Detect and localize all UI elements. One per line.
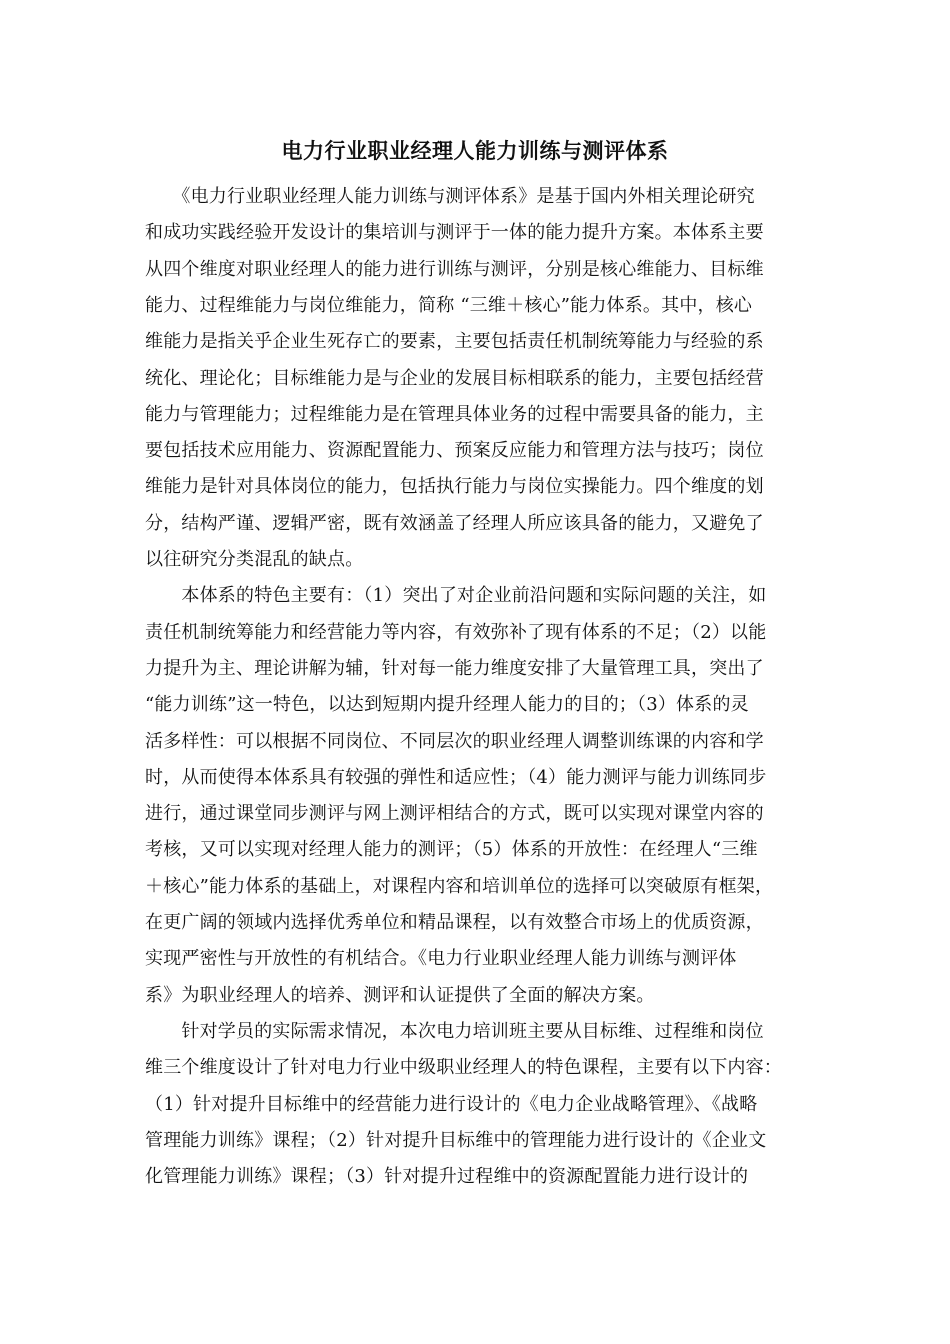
text-line: 以往研究分类混乱的缺点。 [145,549,364,570]
text-line: 针对学员的实际需求情况，本次电力培训班主要从目标维、过程维和岗位 [145,1020,764,1042]
text-line: 维能力是指关乎企业生死存亡的要素，主要包括责任机制统筹能力与经验的系 [145,331,764,353]
text-line: 在更广阔的领域内选择优秀单位和精品课程，以有效整合市场上的优质资源， [145,912,764,933]
text-line: 《电力行业职业经理人能力训练与测评体系》是基于国内外相关理论研究 [145,186,755,207]
text-line: 和成功实践经验开发设计的集培训与测评于一体的能力提升方案。本体系主要 [145,222,764,244]
text-line: 责任机制统筹能力和经营能力等内容，有效弥补了现有体系的不足；（2）以能 [145,621,767,643]
text-line: 能力与管理能力；过程维能力是在管理具体业务的过程中需要具备的能力，主 [145,403,764,425]
text-line: 进行，通过课堂同步测评与网上测评相结合的方式，既可以实现对课堂内容的 [145,803,764,825]
text-line: 时，从而使得本体系具有较强的弹性和适应性；（4）能力测评与能力训练同步 [145,766,767,788]
text-line: 管理能力训练》课程；（2）针对提升目标维中的管理能力进行设计的《企业文 [145,1129,767,1151]
text-line: 维三个维度设计了针对电力行业中级职业经理人的特色课程，主要有以下内容： [145,1057,782,1079]
text-line: 系》为职业经理人的培养、测评和认证提供了全面的解决方案。 [145,984,655,1006]
text-line: 力提升为主、理论讲解为辅，针对每一能力维度安排了大量管理工具，突出了 [145,657,764,679]
document-title: 电力行业职业经理人能力训练与测评体系 [281,139,669,163]
text-line: 分，结构严谨、逻辑严密，既有效涵盖了经理人所应该具备的能力，又避免了 [145,512,764,534]
text-line: 化管理能力训练》课程；（3）针对提升过程维中的资源配置能力进行设计的 [145,1166,749,1188]
text-line: “能力训练”这一特色，以达到短期内提升经理人能力的目的；（3）体系的灵 [145,694,749,716]
text-line: 本体系的特色主要有：（1）突出了对企业前沿问题和实际问题的关注，如 [145,585,767,607]
text-line: 活多样性：可以根据不同岗位、不同层次的职业经理人调整训练课的内容和学 [145,730,764,752]
text-line: （1）针对提升目标维中的经营能力进行设计的《电力企业战略管理》、《战略 [145,1093,758,1115]
text-line: 实现严密性与开放性的有机结合。《电力行业职业经理人能力训练与测评体 [145,948,737,970]
text-line: ＋核心”能力体系的基础上，对课程内容和培训单位的选择可以突破原有框架， [145,875,774,897]
text-line: 要包括技术应用能力、资源配置能力、预案反应能力和管理方法与技巧；岗位 [145,440,764,462]
text-line: 能力、过程维能力与岗位维能力，简称 “三维＋核心”能力体系。其中，核心 [145,294,753,316]
text-line: 统化、理论化；目标维能力是与企业的发展目标相联系的能力，主要包括经营 [145,367,764,389]
text-line: 考核，又可以实现对经理人能力的测评；（5）体系的开放性：在经理人“三维 [145,839,758,861]
text-line: 维能力是针对具体岗位的能力，包括执行能力与岗位实操能力。四个维度的划 [145,476,764,498]
text-line: 从四个维度对职业经理人的能力进行训练与测评，分别是核心维能力、目标维 [145,258,764,280]
